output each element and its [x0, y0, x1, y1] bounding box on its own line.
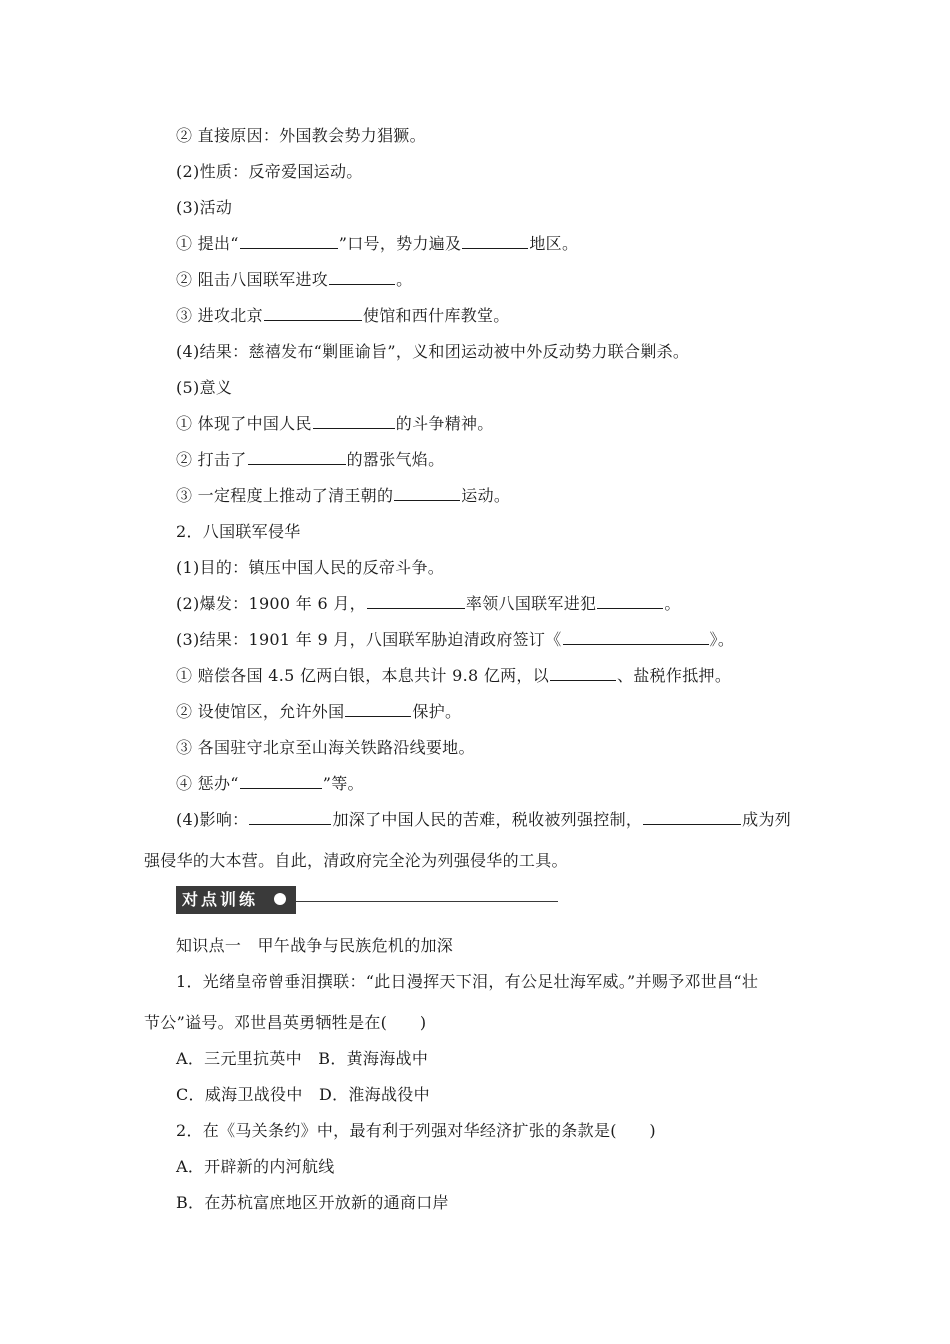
line-text: ② 直接原因：外国教会势力猖獗。 [176, 126, 426, 145]
question-text: 节公”谥号。邓世昌英勇牺牲是在( ) [144, 1013, 427, 1032]
line-text: (5)意义 [176, 378, 233, 397]
fill-blank [643, 810, 741, 825]
line-text: ② 阻击八国联军进攻 [176, 270, 329, 289]
line-text: 强侵华的大本营。自此，清政府完全沦为列强侵华的工具。 [144, 851, 568, 870]
line-text: 地区。 [529, 234, 579, 253]
text-line [144, 850, 568, 872]
line-text: ② 打击了 [176, 450, 247, 469]
section-heading [176, 935, 453, 957]
text-line [176, 521, 301, 543]
option-text: C．威海卫战役中 D．淮海战役中 [176, 1085, 430, 1104]
text-line [176, 773, 364, 795]
line-text: 加深了中国人民的苦难，税收被列强控制， [332, 810, 643, 829]
text-line [176, 809, 791, 831]
text-line [176, 737, 475, 759]
fill-blank [249, 810, 331, 825]
bullet-dot-icon [274, 893, 286, 905]
text-line [176, 701, 461, 723]
line-text: (3)结果：1901 年 9 月，八国联军胁迫清政府签订《 [176, 630, 562, 649]
text-line [176, 665, 731, 687]
text-line [176, 377, 232, 399]
text-line [176, 161, 363, 183]
line-text: 的斗争精神。 [395, 414, 494, 433]
line-text: ① 赔偿各国 4.5 亿两白银，本息共计 9.8 亿两，以 [176, 666, 550, 685]
option-line [176, 1156, 335, 1178]
line-text: 。 [396, 270, 413, 289]
fill-blank [550, 666, 616, 681]
line-text: ① 体现了中国人民 [176, 414, 312, 433]
line-text: 成为列 [742, 810, 792, 829]
line-text: (2)爆发：1900 年 6 月， [176, 594, 366, 613]
fill-blank [563, 630, 709, 645]
section-banner-label: 对点训练 [176, 886, 296, 914]
option-text: A．三元里抗英中 B．黄海海战中 [176, 1049, 429, 1068]
text-line [176, 269, 412, 291]
line-text: ③ 进攻北京 [176, 306, 263, 325]
section-banner [176, 886, 558, 914]
question-line [176, 971, 758, 993]
text-line [176, 197, 232, 219]
line-text: ③ 各国驻守北京至山海关铁路沿线要地。 [176, 738, 475, 757]
text-line [176, 413, 494, 435]
option-text: A．开辟新的内河航线 [176, 1157, 335, 1176]
line-text: (4)影响： [176, 810, 249, 829]
question-text: 2．在《马关条约》中，最有利于列强对华经济扩张的条款是( ) [176, 1121, 656, 1140]
line-text: 2．八国联军侵华 [176, 522, 301, 541]
line-text: 保护。 [412, 702, 462, 721]
fill-blank [248, 450, 346, 465]
text-line [176, 449, 444, 471]
line-text: ④ 惩办“ [176, 774, 239, 793]
fill-blank [313, 414, 395, 429]
fill-blank [329, 270, 395, 285]
question-line [176, 1120, 656, 1142]
text-line [176, 485, 510, 507]
line-text: (1)目的：镇压中国人民的反帝斗争。 [176, 558, 445, 577]
line-text: 。 [664, 594, 681, 613]
question-line [144, 1012, 426, 1034]
line-text: (2)性质：反帝爱国运动。 [176, 162, 363, 181]
text-line [176, 557, 444, 579]
fill-blank [462, 234, 528, 249]
line-text: (4)结果：慈禧发布“剿匪谕旨”，义和团运动被中外反动势力联合剿杀。 [176, 342, 690, 361]
line-text: 的嚣张气焰。 [346, 450, 445, 469]
line-text: 率领八国联军进犯 [465, 594, 597, 613]
text-line [176, 593, 681, 615]
line-text: (3)活动 [176, 198, 233, 217]
option-text: B．在苏杭富庶地区开放新的通商口岸 [176, 1193, 449, 1212]
line-text: 》。 [709, 630, 735, 649]
line-text: 使馆和西什库教堂。 [362, 306, 510, 325]
line-text: ”等。 [322, 774, 364, 793]
fill-blank [240, 234, 338, 249]
heading-text: 知识点一 甲午战争与民族危机的加深 [176, 936, 454, 955]
text-line [176, 305, 510, 327]
fill-blank [345, 702, 411, 717]
text-line [176, 341, 689, 363]
line-text: ”口号，势力遍及 [338, 234, 462, 253]
fill-blank [264, 306, 362, 321]
line-text: 、盐税作抵押。 [617, 666, 732, 685]
option-line [176, 1048, 428, 1070]
fill-blank [240, 774, 322, 789]
text-line [176, 233, 578, 255]
banner-rule [296, 901, 558, 902]
fill-blank [394, 486, 460, 501]
line-text: ① 提出“ [176, 234, 239, 253]
text-line [176, 125, 426, 147]
option-line [176, 1192, 449, 1214]
line-text: 运动。 [461, 486, 511, 505]
option-line [176, 1084, 430, 1106]
fill-blank [367, 594, 465, 609]
line-text: ③ 一定程度上推动了清王朝的 [176, 486, 394, 505]
text-line [176, 629, 734, 651]
question-text: 1．光绪皇帝曾垂泪撰联：“此日漫挥天下泪，有公足壮海军威。”并赐予邓世昌“壮 [176, 972, 759, 991]
line-text: ② 设使馆区，允许外国 [176, 702, 345, 721]
fill-blank [597, 594, 663, 609]
